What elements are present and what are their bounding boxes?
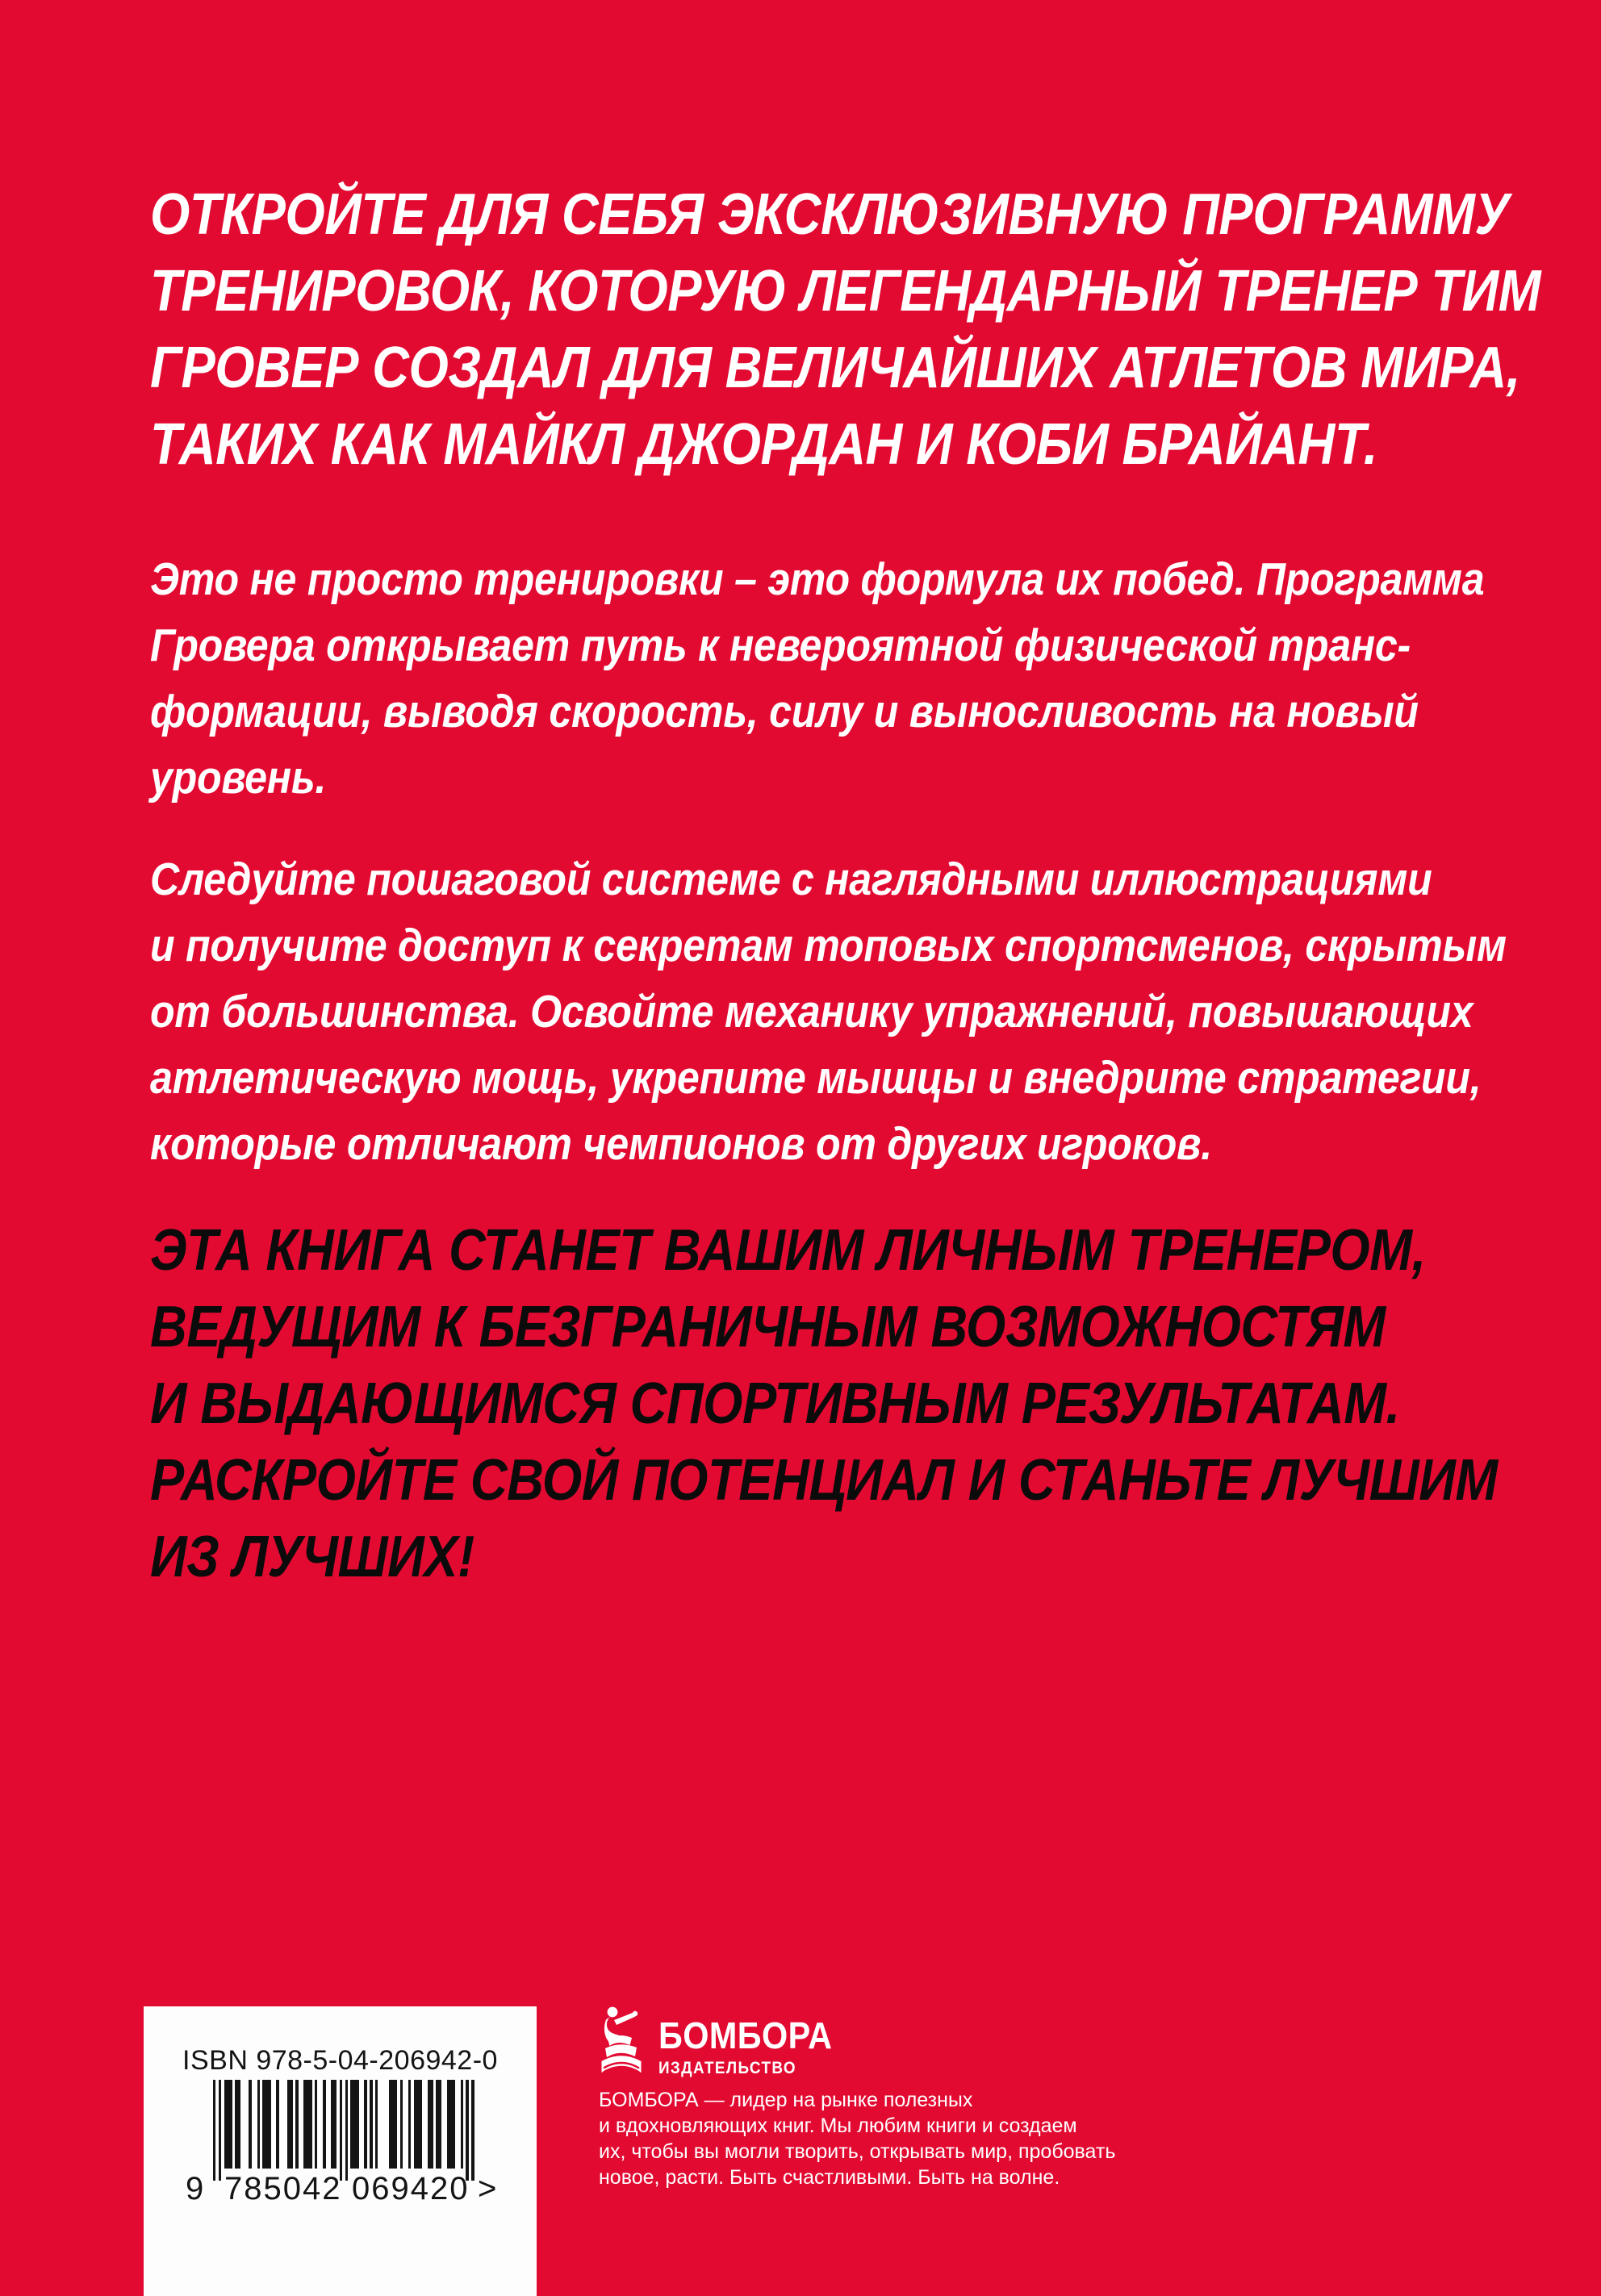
headline-bottom-line-4: РАСКРОЙТЕ СВОЙ ПОТЕНЦИАЛ И СТАНЬТЕ ЛУЧШИМ [150, 1448, 1498, 1513]
isbn-number: ISBN 978-5-04-206942-0 [182, 2045, 498, 2076]
headline-bottom-line-5: ИЗ ЛУЧШИХ! [150, 1525, 474, 1589]
surfer-on-books-icon [600, 2006, 642, 2077]
paragraph-system-line-3: от большинства. Освойте механику упражнений, повышающих [150, 986, 1474, 1037]
barcode-suffix: > [478, 2171, 497, 2206]
publisher-description-line-3: их, чтобы вы могли творить, открывать мир, пробовать [599, 2140, 1116, 2163]
publisher-tagline: ИЗДАТЕЛЬСТВО [658, 2059, 796, 2077]
headline-bottom-line-1: ЭТА КНИГА СТАНЕТ ВАШИМ ЛИЧНЫМ ТРЕНЕРОМ, [150, 1218, 1426, 1283]
headline-top-line-1: ОТКРОЙТЕ ДЛЯ СЕБЯ ЭКСКЛЮЗИВНУЮ ПРОГРАММУ [150, 182, 1509, 247]
publisher-description-line-2: и вдохновляющих книг. Мы любим книги и создаем [599, 2114, 1077, 2137]
ean13-barcode [213, 2080, 474, 2181]
paragraph-system [150, 846, 1507, 1177]
headline-top-line-3: ГРОВЕР СОЗДАЛ ДЛЯ ВЕЛИЧАЙШИХ АТЛЕТОВ МИРА, [150, 336, 1520, 400]
paragraph-system-line-4: атлетическую мощь, укрепите мышцы и внедрите стратегии, [150, 1052, 1482, 1104]
headline-top [150, 177, 1540, 483]
paragraph-system-line-2: и получите доступ к секретам топовых спортсменов, скрытым [150, 920, 1507, 971]
paragraph-formula-line-2: Гровера открывает путь к невероятной физической транс- [150, 620, 1411, 671]
headline-top-line-4: ТАКИХ КАК МАЙКЛ ДЖОРДАН И КОБИ БРАЙАНТ. [150, 412, 1377, 477]
headline-bottom-line-3: И ВЫДАЮЩИМСЯ СПОРТИВНЫМ РЕЗУЛЬТАТАМ. [150, 1371, 1400, 1436]
publisher-name: БОМБОРА [658, 2014, 833, 2056]
publisher-wordmark [658, 2014, 833, 2077]
paragraph-system-line-5: которые отличают чемпионов от других игроков. [150, 1118, 1212, 1170]
publisher-description [599, 2087, 1115, 2190]
barcode-digit-first: 9 [186, 2171, 204, 2206]
headline-top-line-2: ТРЕНИРОВОК, КОТОРУЮ ЛЕГЕНДАРНЫЙ ТРЕНЕР ТИМ [150, 259, 1541, 324]
paragraph-formula-line-3: формации, выводя скорость, силу и выносливость на новый [150, 686, 1419, 737]
paragraph-formula [150, 546, 1484, 811]
barcode-digits-left: 785042 [224, 2171, 342, 2206]
headline-bottom [150, 1213, 1498, 1596]
headline-bottom-line-2: ВЕДУЩИМ К БЕЗГРАНИЧНЫМ ВОЗМОЖНОСТЯМ [150, 1295, 1386, 1359]
publisher-description-line-4: новое, расти. Быть счастливыми. Быть на волне. [599, 2166, 1060, 2189]
isbn-panel [144, 2006, 537, 2296]
publisher-description-line-1: БОМБОРА — лидер на рынке полезных [599, 2089, 973, 2111]
paragraph-system-line-1: Следуйте пошаговой системе с наглядными иллюстрациями [150, 854, 1432, 905]
paragraph-formula-line-4: уровень. [150, 752, 327, 804]
barcode-digits-right: 069420 [352, 2171, 470, 2206]
paragraph-formula-line-1: Это не просто тренировки – это формула их побед. Программа [150, 553, 1485, 605]
